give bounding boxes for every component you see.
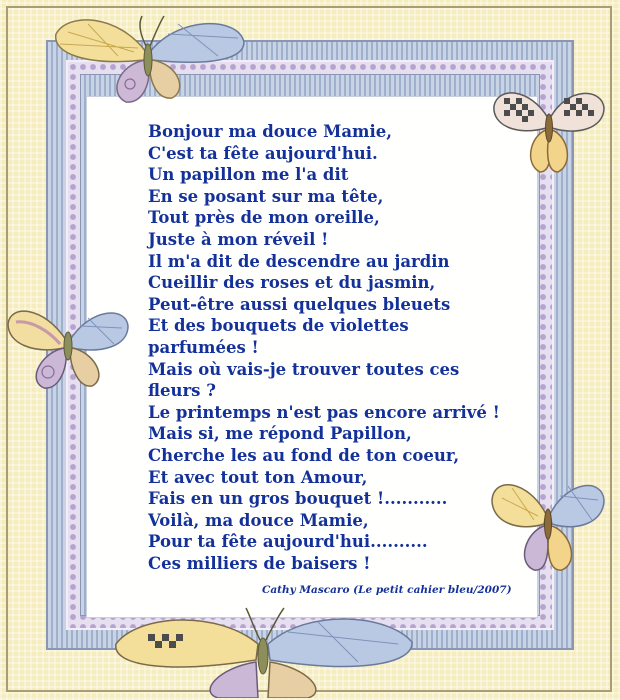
- butterfly-left-icon: [4, 300, 132, 392]
- butterfly-bottom-right-icon: [488, 470, 608, 576]
- poem-line: Juste à mon réveil !: [148, 229, 329, 249]
- poem-line: En se posant sur ma tête,: [148, 186, 384, 206]
- poem-line: Le printemps n'est pas encore arrivé !: [148, 402, 500, 422]
- butterfly-top-left-icon: [48, 4, 248, 106]
- poem-line: parfumées !: [148, 337, 259, 357]
- poem-line: Un papillon me l'a dit: [148, 165, 349, 185]
- poem-credit: Cathy Mascaro (Le petit cahier bleu/2007): [262, 584, 512, 596]
- butterfly-top-right-icon: [490, 78, 608, 176]
- poem-text: [148, 121, 500, 574]
- butterfly-bottom-icon: [108, 604, 418, 698]
- poem-line: Fais en un gros bouquet !...........: [148, 489, 448, 509]
- poem-line: fleurs ?: [148, 381, 216, 401]
- poem-line: Tout près de mon oreille,: [148, 208, 380, 228]
- poem-line: Peut-être aussi quelques bleuets: [148, 294, 451, 314]
- poem-line: Ces milliers de baisers !: [148, 553, 371, 573]
- poem-line: Mais si, me répond Papillon,: [148, 424, 412, 444]
- poem-line: Il m'a dit de descendre au jardin: [148, 251, 450, 271]
- poem-line: Cueillir des roses et du jasmin,: [148, 273, 436, 293]
- poem-line: Pour ta fête aujourd'hui..........: [148, 532, 428, 552]
- poem-line: Et des bouquets de violettes: [148, 316, 409, 336]
- poem-line: Bonjour ma douce Mamie,: [148, 122, 393, 141]
- poem-line: Voilà, ma douce Mamie,: [148, 510, 369, 530]
- poem-line: C'est ta fête aujourd'hui.: [148, 143, 378, 163]
- poem-line: Et avec tout ton Amour,: [148, 467, 368, 487]
- poem-line: Cherche les au fond de ton coeur,: [148, 445, 460, 465]
- poem-line: Mais où vais-je trouver toutes ces: [148, 359, 460, 379]
